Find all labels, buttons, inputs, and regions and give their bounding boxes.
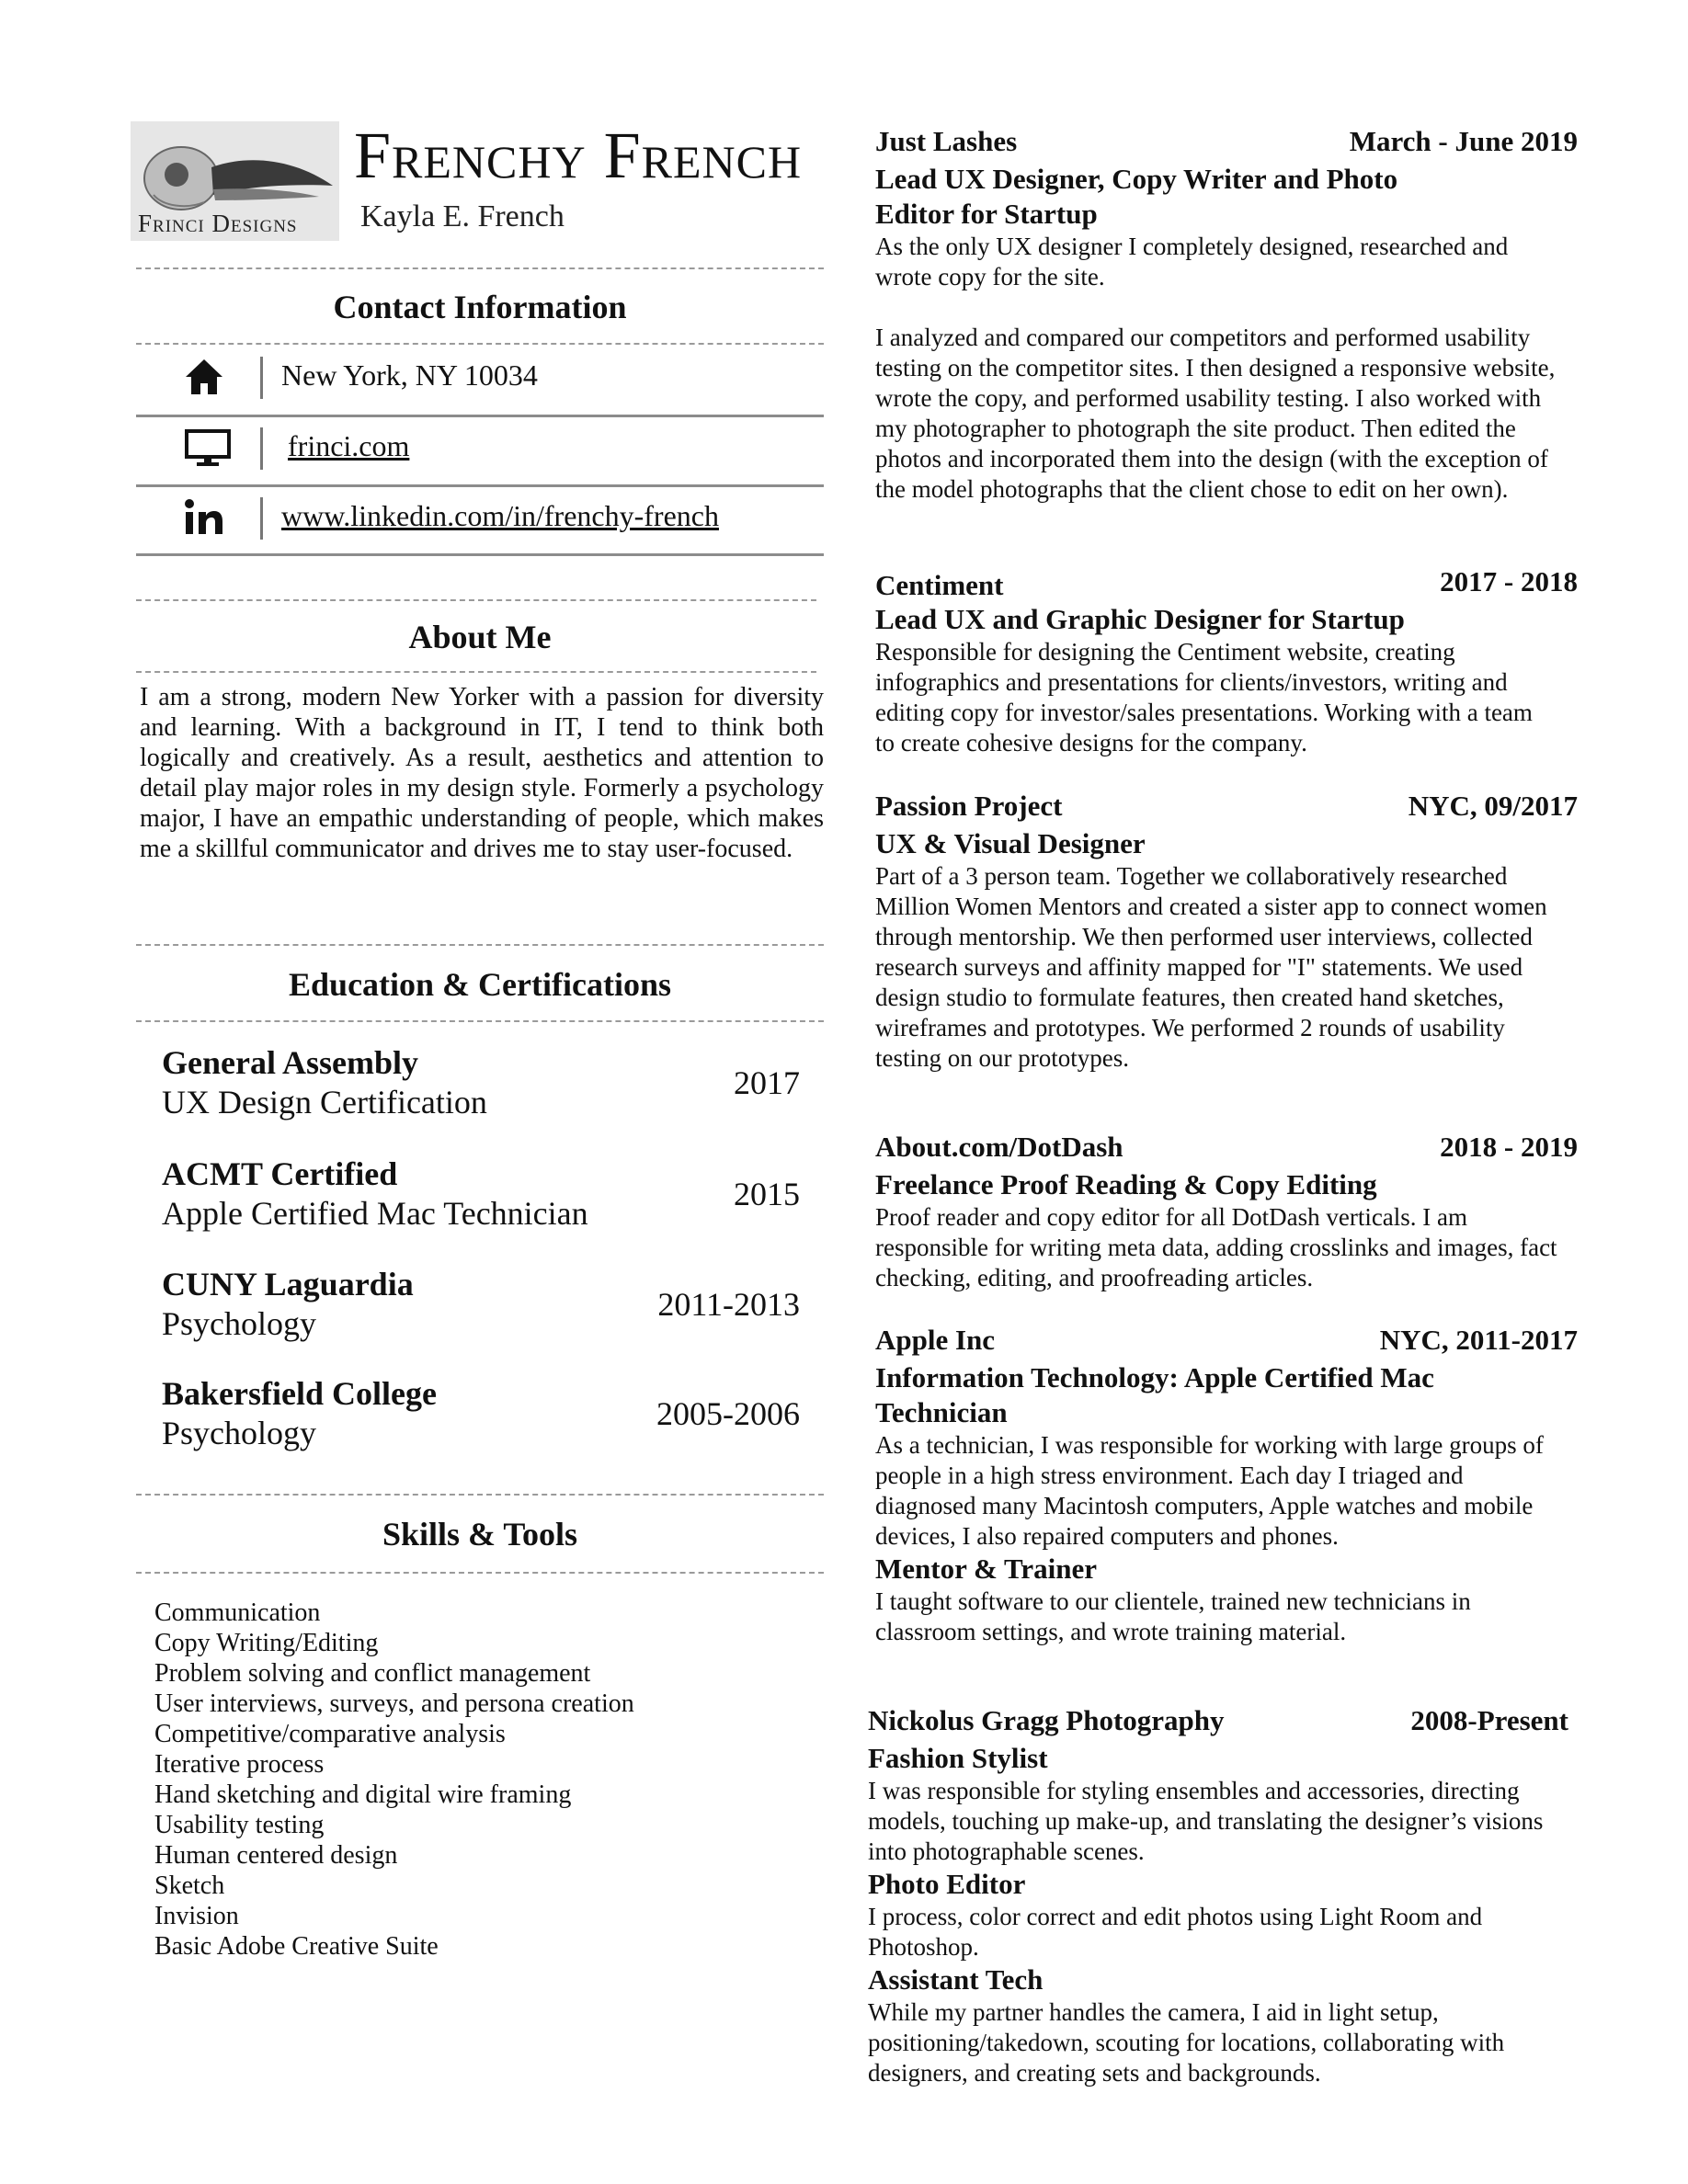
skill-item: Sketch [154,1871,225,1900]
skill-item: Copy Writing/Editing [154,1629,379,1657]
skill-item: Hand sketching and digital wire framing [154,1780,572,1809]
education-heading: Education & Certifications [289,966,671,1003]
job-entry [875,790,1578,1074]
company-name: Centiment [875,569,1004,601]
job-entry [875,565,1578,758]
divider [136,553,824,556]
divider [136,671,816,673]
program-name: Psychology [162,1415,317,1451]
divider [136,267,824,269]
monitor-icon [184,427,224,468]
skill-item: Communication [154,1598,321,1627]
education-year: 2017 [734,1064,800,1101]
job-role: Photo Editor [868,1868,1026,1900]
linkedin-link[interactable]: www.linkedin.com/in/frenchy-french [281,499,719,532]
job-description: Proof reader and copy editor for all DotDash verticals. I am responsible for writing meta data, adding crosslinks and images, fact checking, editing, and proofreading articles. [875,1203,1557,1291]
school-name: Bakersfield College [162,1375,437,1412]
skill-item: Problem solving and conflict management [154,1659,591,1688]
education-year: 2011-2013 [657,1286,800,1323]
job-dates: 2018 - 2019 [1440,1131,1578,1163]
job-entry [875,1324,1578,1647]
job-description: As a technician, I was responsible for working with large groups of people in a high stress environment. Each day I triaged and diagnosed many Macintosh computers, Apple watches and mobile devices, I also repaired computers and phones. [875,1431,1544,1550]
program-name: UX Design Certification [162,1084,487,1120]
skill-item: Invision [154,1902,239,1930]
skill-item: Basic Adobe Creative Suite [154,1932,439,1961]
separator [260,497,263,540]
job-description: I process, color correct and edit photos using Light Room and Photoshop. [868,1903,1483,1961]
school-name: General Assembly [162,1044,418,1081]
job-dates: NYC, 09/2017 [1408,790,1578,822]
page-title: Frenchy French [354,119,803,192]
job-entry [875,125,1578,505]
program-name: Psychology [162,1305,317,1342]
logo-text: Frinci Designs [138,210,298,237]
job-role: Lead UX Designer, Copy Writer and Photo Editor for Startup [875,163,1398,230]
subtitle-name: Kayla E. French [360,199,565,233]
job-dates: NYC, 2011-2017 [1379,1324,1578,1356]
company-name: Passion Project [875,790,1063,822]
job-description: I was responsible for styling ensembles and accessories, directing models, touching up make-up, and translating the designer’s visions into photographable scenes. [868,1777,1544,1865]
school-name: CUNY Laguardia [162,1266,414,1302]
education-item [162,1374,805,1453]
skill-item: Usability testing [154,1811,325,1839]
contact-address [136,346,824,415]
job-description: While my partner handles the camera, I aid in light setup, positioning/takedown, scouting for locations, collaborating with designers, and creating sets and backgrounds. [868,1998,1505,2087]
job-description: I analyzed and compared our competitors and performed usability testing on the competitor sites. I then designed a responsive website, wrote the copy, and performed usability testing. I also worked with my photographer to photograph the site product. Then edited the photos and incorporated them into the design (with the exception of the model photographs that the client chose to edit on her own). [875,324,1556,503]
divider [136,944,824,946]
divider [136,1020,824,1022]
job-role: Information Technology: Apple Certified Mac Technician [875,1361,1434,1428]
job-description: As the only UX designer I completely designed, researched and wrote copy for the site. [875,233,1509,290]
program-name: Apple Certified Mac Technician [162,1195,588,1232]
skills-heading: Skills & Tools [382,1516,578,1553]
contact-heading: Contact Information [333,289,627,325]
about-text: I am a strong, modern New Yorker with a passion for diversity and learning. With a background in IT, I tend to think both logically and creatively. As a result, aesthetics and attention to detail play major roles in my design style. Formerly a psychology major, I have an empathic understanding of people, which makes me a skillful communicator and drives me to stay user-focused. [140,683,824,863]
job-role: Assistant Tech [868,1963,1044,1996]
linkedin-icon [184,497,224,538]
job-description: I taught software to our clientele, trained new technicians in classroom settings, and wrote training material. [875,1587,1471,1645]
skill-item: Iterative process [154,1750,325,1779]
company-name: Nickolus Gragg Photography [868,1704,1225,1736]
skill-item: Human centered design [154,1841,398,1870]
education-item [162,1265,805,1344]
job-role: UX & Visual Designer [875,827,1146,859]
skills-list [154,1598,634,1962]
home-icon [184,357,224,397]
separator [260,427,263,470]
school-name: ACMT Certified [162,1155,398,1192]
contact-linkedin[interactable] [136,486,824,556]
job-role: Freelance Proof Reading & Copy Editing [875,1168,1377,1200]
skill-item: User interviews, surveys, and persona creation [154,1689,634,1718]
divider [136,1494,824,1496]
job-entry [868,1704,1568,2088]
divider [136,343,824,345]
education-year: 2005-2006 [656,1395,800,1432]
job-description: Responsible for designing the Centiment website, creating infographics and presentations for clients/investors, writing and editing copy for investor/sales presentations. Working with a team to create cohesive designs for the company. [875,638,1533,756]
divider [136,599,816,601]
separator [260,357,263,399]
address-text: New York, NY 10034 [281,358,538,392]
skill-item: Competitive/comparative analysis [154,1720,506,1748]
company-name: Apple Inc [875,1324,996,1356]
education-item [162,1043,805,1122]
job-role: Fashion Stylist [868,1742,1048,1774]
job-role: Mentor & Trainer [875,1553,1098,1585]
education-item [162,1155,805,1234]
job-description: Part of a 3 person team. Together we collaboratively researched Million Women Mentors and created a sister app to connect women through mentorship. We then performed user interviews, collected research surveys and affinity mapped for "I" statements. We used design studio to formulate features, then created hand sketches, wireframes and prototypes. We performed 2 rounds of usability testing on our prototypes. [875,862,1547,1072]
website-link[interactable]: frinci.com [288,429,410,462]
education-year: 2015 [734,1176,800,1212]
about-heading: About Me [408,619,552,655]
job-dates: March - June 2019 [1349,125,1578,157]
company-name: About.com/DotDash [875,1131,1123,1163]
job-role: Lead UX and Graphic Designer for Startup [875,603,1405,635]
contact-website[interactable] [136,416,824,486]
job-dates: 2017 - 2018 [1440,565,1578,597]
company-name: Just Lashes [875,125,1018,157]
divider [136,1572,824,1574]
job-entry [875,1131,1578,1293]
job-dates: 2008-Present [1410,1704,1568,1736]
